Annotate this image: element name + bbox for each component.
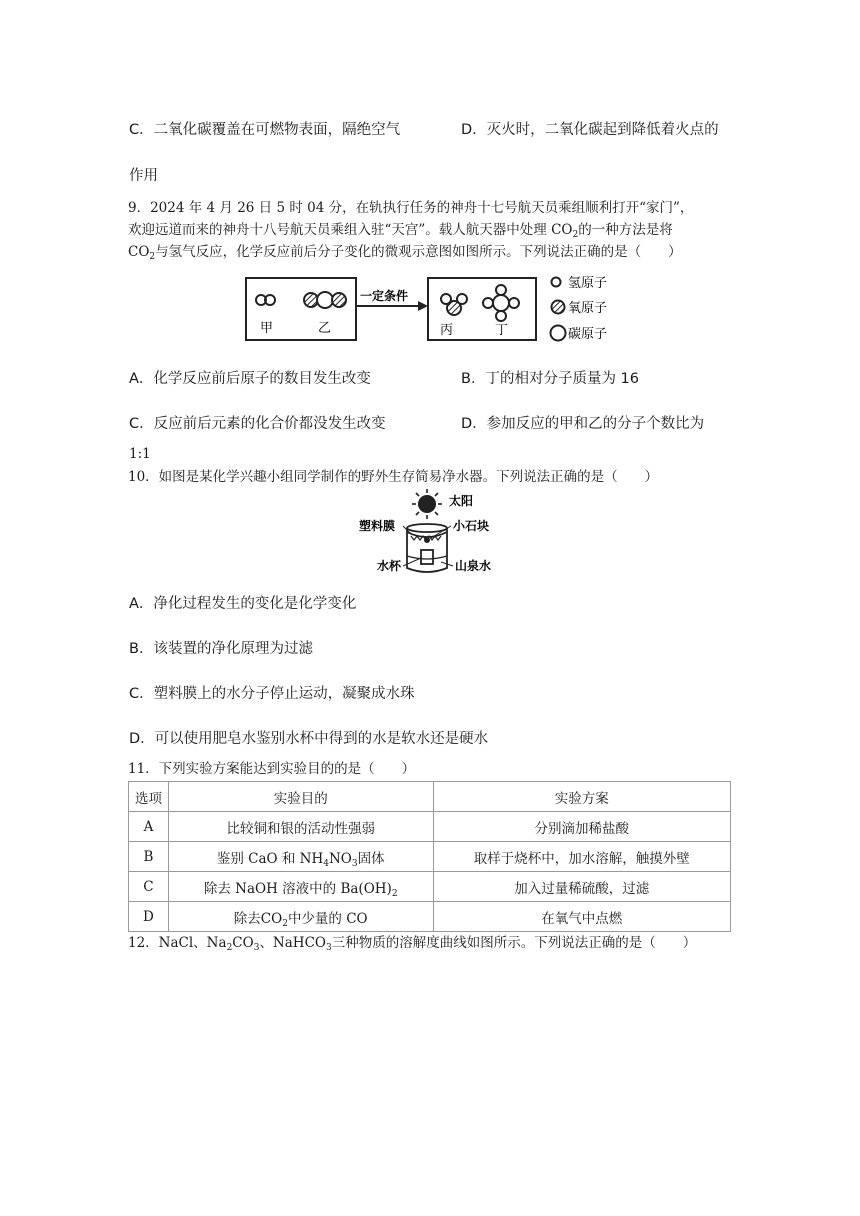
plan-cell: 加入过量稀硫酸，过滤 xyxy=(433,872,730,902)
q9-option-d: D．参加反应的甲和乙的分子个数比为 xyxy=(461,416,705,432)
label-bing: 丙 xyxy=(440,323,454,338)
q9-stem xyxy=(128,197,738,263)
option-cell: C xyxy=(129,872,169,902)
purpose-cell: 鉴别 CaO 和 $NH_4NO_3$固体 xyxy=(168,842,433,872)
plan-cell: 分别滴加稀盐酸 xyxy=(433,812,730,842)
carbon-dioxide-molecule-icon xyxy=(304,292,346,308)
table-header-cell: 选项 xyxy=(129,782,169,812)
container-icon xyxy=(407,524,447,572)
table-header-cell: 实验目的 xyxy=(168,782,433,812)
label-film: 塑料膜 xyxy=(359,519,396,533)
q9-reaction-diagram xyxy=(240,270,620,352)
carbon-atom-legend-icon xyxy=(551,326,566,341)
label-jia: 甲 xyxy=(260,321,274,336)
option-cell: A xyxy=(129,812,169,842)
table-row xyxy=(129,842,731,872)
q10-stem: 10．如图是某化学兴趣小组同学制作的野外生存简易净水器。下列说法正确的是（ ） xyxy=(128,469,659,485)
label-stone: 小石块 xyxy=(453,519,490,533)
table-row xyxy=(129,902,731,932)
legend-oxygen: 氧原子 xyxy=(568,301,608,316)
hydrogen-molecule-icon xyxy=(256,295,275,305)
q8-option-d: D．灭火时，二氧化碳起到降低着火点的 xyxy=(461,122,719,138)
plan-cell: 在氧气中点燃 xyxy=(433,902,730,932)
legend-carbon: 碳原子 xyxy=(568,327,608,342)
option-cell: B xyxy=(129,842,169,872)
table-header-row xyxy=(129,782,731,812)
q10-water-purifier-diagram xyxy=(355,488,505,584)
label-ding: 丁 xyxy=(495,323,509,338)
q9-option-a: A．化学反应前后原子的数目发生改变 xyxy=(129,371,371,387)
water-molecule-icon xyxy=(441,294,467,315)
q9-option-c: C．反应前后元素的化合价都没发生改变 xyxy=(129,416,386,432)
table-row xyxy=(129,872,731,902)
q11-stem: 11．下列实验方案能达到实验目的的是（ ） xyxy=(128,761,416,777)
q9-stem-line-3: $CO_2$与氢气反应，化学反应前后分子变化的微观示意图如图所示。下列说法正确的是（ ） xyxy=(128,244,682,262)
methane-molecule-icon xyxy=(483,285,519,321)
q8-option-c: C．二氧化碳覆盖在可燃物表面，隔绝空气 xyxy=(129,122,401,138)
table-row xyxy=(129,812,731,842)
sun-icon xyxy=(412,489,442,519)
q9-stem-line-2: 欢迎远道而来的神舟十八号航天员乘组入驻“天宫”。载人航天器中处理 $CO_2$的一种方法是将 xyxy=(128,222,673,240)
reaction-condition: 一定条件 xyxy=(360,289,409,303)
option-cell: D xyxy=(129,902,169,932)
purpose-cell: 除去$CO_2$中少量的 CO xyxy=(168,902,433,932)
label-yi: 乙 xyxy=(318,321,332,336)
q12-stem: 12．NaCl、$Na_2CO_3$、NaHCO$_3$三种物质的溶解度曲线如图所示。下列说法正确的是（ ） xyxy=(128,935,697,953)
q9-stem-line-1: 9．2024 年 4 月 26 日 5 时 04 分，在轨执行任务的神舟十七号航天员乘组顺利打开“家门”， xyxy=(128,200,694,216)
q10-option-a: A．净化过程发生的变化是化学变化 xyxy=(129,596,357,612)
q9-option-b: B．丁的相对分子质量为 16 xyxy=(461,371,640,387)
hydrogen-atom-legend-icon xyxy=(552,278,561,287)
stone-icon xyxy=(424,537,430,543)
purpose-cell: 比较铜和银的活动性强弱 xyxy=(168,812,433,842)
oxygen-atom-legend-icon xyxy=(552,301,565,314)
label-spring-water: 山泉水 xyxy=(455,559,492,573)
purpose-cell: 除去 NaOH 溶液中的 $Ba(OH)_2$ xyxy=(168,872,433,902)
q10-option-b: B．该装置的净化原理为过滤 xyxy=(129,641,313,657)
plan-cell: 取样于烧杯中，加水溶解，触摸外壁 xyxy=(433,842,730,872)
q8-option-d-continued: 作用 xyxy=(129,168,158,184)
label-cup: 水杯 xyxy=(377,559,402,573)
q11-experiment-table xyxy=(128,781,731,932)
q10-option-d: D．可以使用肥皂水鉴别水杯中得到的水是软水还是硬水 xyxy=(129,731,489,747)
q9-option-d-continued: 1:1 xyxy=(129,446,151,462)
legend-hydrogen: 氢原子 xyxy=(568,276,608,291)
q10-option-c: C．塑料膜上的水分子停止运动，凝聚成水珠 xyxy=(129,686,415,702)
label-sun: 太阳 xyxy=(449,494,474,508)
table-header-cell: 实验方案 xyxy=(433,782,730,812)
